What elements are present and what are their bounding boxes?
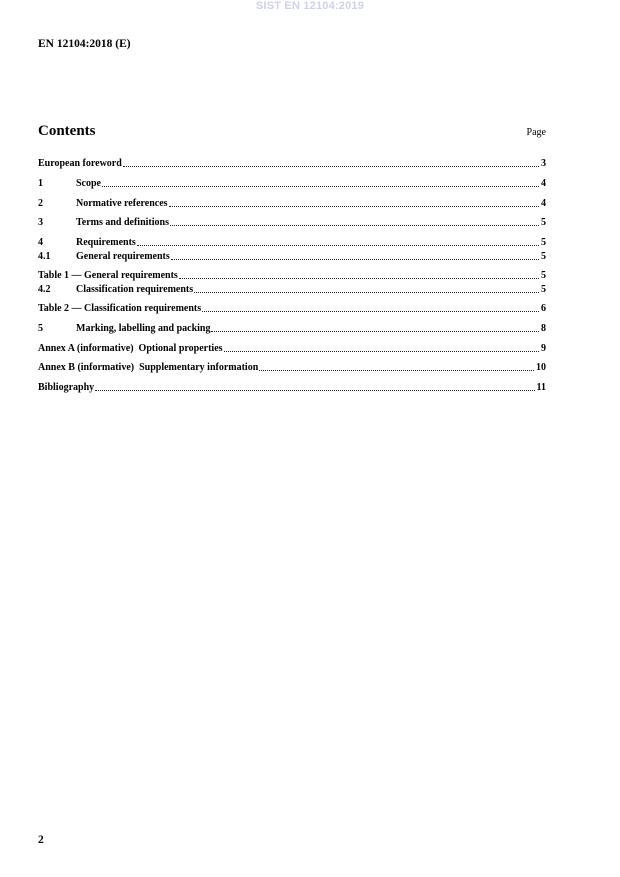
toc-entry-number: 4 (38, 237, 43, 248)
toc-leader-dots (123, 166, 539, 167)
toc-entry-page: 6 (541, 303, 546, 314)
toc-entry-general-requirements[interactable] (38, 249, 546, 262)
toc-entry-page: 11 (536, 382, 546, 393)
contents-heading: Contents (38, 123, 96, 139)
toc-entry-bibliography[interactable] (38, 380, 546, 393)
toc-entry-classification-requirements[interactable] (38, 282, 546, 295)
toc-entry-page: 4 (541, 198, 546, 209)
toc-entry-annex-b[interactable] (38, 360, 546, 373)
toc-entry-title: Bibliography (38, 382, 95, 393)
toc-entry-page: 5 (541, 251, 546, 262)
toc-entry-title: Normative references (76, 198, 168, 209)
toc-leader-dots (259, 370, 534, 371)
toc-entry-page: 5 (541, 284, 546, 295)
toc-entry-title: Requirements (76, 237, 136, 248)
toc-leader-dots (137, 245, 539, 246)
toc-entry-page: 9 (541, 343, 546, 354)
toc-entry-number: 4.2 (38, 284, 51, 295)
toc-leader-dots (95, 390, 534, 391)
toc-entry-number: 1 (38, 178, 43, 189)
toc-leader-dots (202, 311, 539, 312)
toc-entry-terms-and-definitions[interactable] (38, 215, 546, 228)
toc-leader-dots (179, 278, 539, 279)
document-id: EN 12104:2018 (E) (38, 38, 131, 50)
toc-entry-table-2[interactable] (38, 301, 546, 314)
toc-leader-dots (211, 331, 539, 332)
toc-leader-dots (170, 225, 539, 226)
toc-entry-number: 5 (38, 323, 43, 334)
toc-entry-page: 5 (541, 217, 546, 228)
toc-entry-title: Annex A (informative) Optional properties (38, 343, 223, 354)
toc-entry-page: 5 (541, 237, 546, 248)
toc-entry-page: 3 (541, 158, 546, 169)
toc-entry-page: 4 (541, 178, 546, 189)
toc-leader-dots (102, 186, 539, 187)
toc-entry-number: 2 (38, 198, 43, 209)
toc-entry-normative-references[interactable] (38, 196, 546, 209)
toc-entry-page: 8 (541, 323, 546, 334)
toc-entry-title: Marking, labelling and packing (76, 323, 211, 334)
toc-entry-european-foreword[interactable] (38, 156, 546, 169)
toc-leader-dots (171, 259, 539, 260)
toc-entry-title: Scope (76, 178, 101, 189)
toc-leader-dots (194, 292, 539, 293)
toc-entry-title: Annex B (informative) Supplementary information (38, 362, 259, 373)
page-column-label: Page (526, 127, 546, 138)
toc-entry-table-1[interactable] (38, 268, 546, 281)
toc-entry-title: General requirements (76, 251, 170, 262)
toc-entry-title: Table 1 — General requirements (38, 270, 178, 281)
toc-entry-title: European foreword (38, 158, 122, 169)
toc-entry-title: Terms and definitions (76, 217, 169, 228)
toc-leader-dots (169, 206, 539, 207)
toc-entry-marking-labelling-packing[interactable] (38, 321, 546, 334)
toc-entry-annex-a[interactable] (38, 341, 546, 354)
toc-entry-scope[interactable] (38, 176, 546, 189)
toc-entry-title: Classification requirements (76, 284, 194, 295)
toc-entry-number: 3 (38, 217, 43, 228)
toc-entry-page: 10 (536, 362, 546, 373)
toc-leader-dots (224, 351, 539, 352)
watermark: SIST EN 12104:2019 (255, 0, 365, 12)
page-number: 2 (38, 834, 44, 846)
toc-entry-number: 4.1 (38, 251, 51, 262)
toc-entry-requirements[interactable] (38, 235, 546, 248)
toc-entry-page: 5 (541, 270, 546, 281)
toc-entry-title: Table 2 — Classification requirements (38, 303, 202, 314)
